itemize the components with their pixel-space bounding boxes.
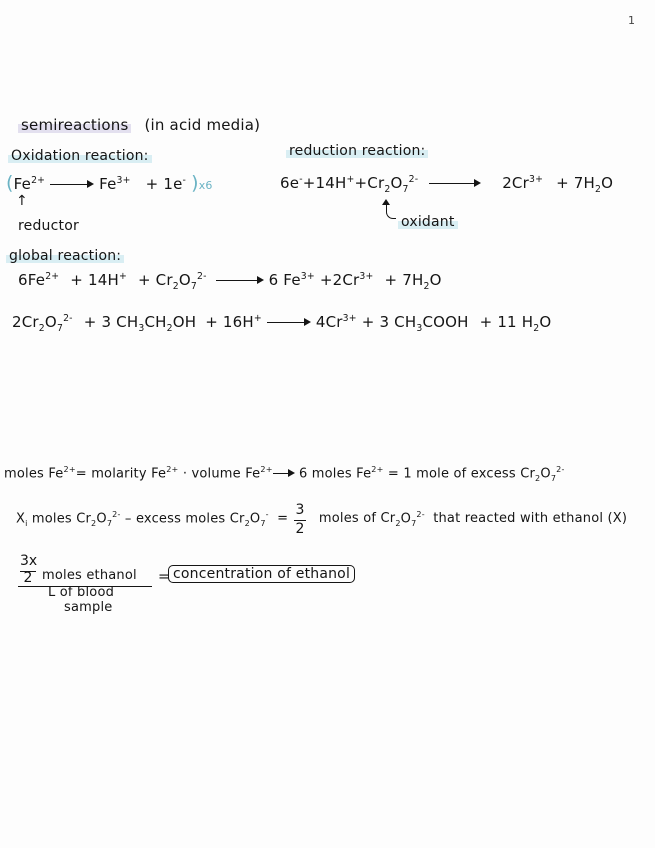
section-heading (18, 116, 260, 134)
heading-title: semireactions (18, 116, 131, 134)
reaction-arrow (267, 318, 311, 328)
reductor-label: reductor (18, 218, 79, 234)
oxidation-equation: ($Fe^{2+}$ $Fe^{3+} + 1e^-$ )x6 (6, 172, 213, 194)
up-arrow-icon: ↑ (16, 193, 28, 209)
reaction-arrow (50, 180, 94, 190)
global-equation-2: $2Cr_2O_7^{2-} + 3$ $CH_3CH_2OH + 16H^+$ $4Cr^{3+} + 3$ $CH_3COOH + 11$ $H_2O$ (12, 313, 552, 334)
reaction-arrow (216, 276, 264, 286)
final-den-line-2: sample (64, 600, 113, 615)
heading-note: (in acid media) (144, 116, 261, 134)
global-equation-1: $6Fe^{2+} + 14H^+ + Cr_2O_7^{2-}$ 6 $Fe^{3+} +2Cr^{3+} + 7H_2O$ (18, 271, 442, 292)
final-num-bottom: 2 (23, 570, 33, 586)
final-num-top: 3x (20, 553, 38, 569)
page-number: 1 (628, 14, 635, 27)
reaction-arrow (273, 469, 295, 479)
final-num-text: moles ethanol (42, 568, 137, 583)
calc-line-1: moles $Fe^{2+}=$ molarity $Fe^{2+}$ · volume $Fe^{2+}$ 6 moles $Fe^{2+} = 1$ mole of excess $Cr_2O_7^{2-}$ (4, 465, 565, 483)
reaction-arrow (429, 179, 481, 189)
multiplier-note: x6 (198, 179, 213, 192)
hook-arrow-icon (386, 202, 396, 219)
reduction-label: reduction reaction: (286, 143, 428, 159)
calc-line-2: $X_i$ moles $Cr_2O_7^{2-}$ – excess moles $Cr_2O_7^-$ = moles of $Cr_2O_7^{2-}$ that reacted with ethanol (X) (16, 510, 628, 528)
final-den-line-1: L of blood (48, 585, 115, 600)
fraction-denominator: 2 (295, 521, 305, 537)
concentration-of-ethanol: concentration of ethanol (168, 565, 355, 583)
final-equals: = (158, 569, 170, 585)
oxidant-label: oxidant (398, 214, 458, 230)
oxidation-label: Oxidation reaction: (8, 148, 152, 164)
final-result-box (168, 566, 355, 582)
reduction-equation: $6e^-+14H^++Cr_2O_7^{2-}$ $2Cr^{3+} + 7H_2O$ (280, 174, 614, 195)
fraction-numerator: 3 (295, 502, 305, 518)
global-label: global reaction: (6, 248, 124, 264)
